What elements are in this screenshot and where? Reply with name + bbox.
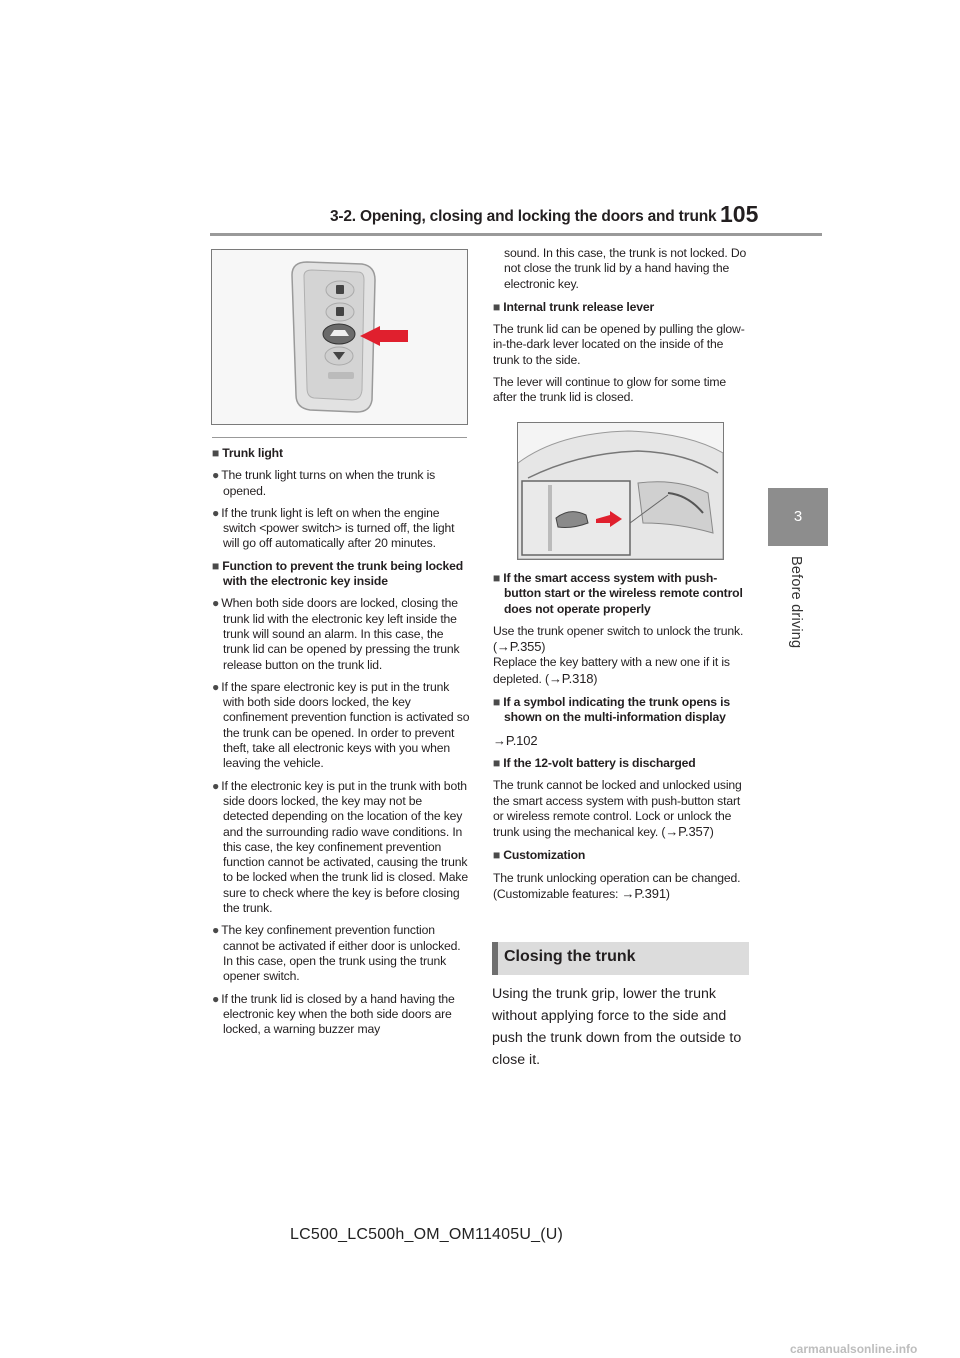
- page-reference-318: →P.318: [548, 670, 594, 686]
- square-bullet-icon: ■: [493, 755, 501, 770]
- square-bullet-icon: ■: [212, 558, 220, 573]
- bullet-text: When both side doors are locked, closing the trunk lid with the electronic key left inside the trunk will sound an alarm. In this case, the trunk lid can be opened by pressing the trunk release button on the trunk lid.: [221, 596, 460, 672]
- square-bullet-icon: ■: [493, 571, 501, 585]
- continuation-text: sound. In this case, the trunk is not locked. Do not close the trunk lid by a hand having the electronic key.: [504, 246, 747, 291]
- chapter-tab-number: 3: [793, 508, 803, 525]
- watermark: carmanualsonline.info: [790, 1342, 918, 1356]
- electronic-key-illustration: [212, 250, 467, 424]
- header-divider: [210, 233, 822, 236]
- bullet-text: If the spare electronic key is put in the trunk with both side doors locked, the key confinement prevention function is activated so the trunk can be opened. In order to prevent theft, take all electronic keys with you when leaving the vehicle.: [221, 679, 470, 771]
- paragraph: The trunk lid can be opened by pulling the glow-in-the-dark lever located on the inside of the trunk to the side.: [493, 322, 745, 367]
- bullet-text: The trunk light turns on when the trunk is opened.: [221, 468, 436, 498]
- battery-text: The trunk cannot be locked and unlocked using the smart access system with push-button start or wireless remote control. Lock or unlock the trunk using the mechanical key. (: [493, 778, 742, 840]
- internal-lever-heading: Internal trunk release lever: [503, 299, 655, 314]
- round-bullet-icon: ●: [212, 679, 220, 694]
- symbol-heading: If a symbol indicating the trunk opens is shown on the multi-information display: [503, 695, 731, 725]
- chapter-tab-label: Before driving: [788, 556, 804, 649]
- bullet-text: If the electronic key is put in the trunk with both side doors locked, the key may not be detected depending on the location of the key and the surrounding radio wave conditions. In this case, the key confinement prevention function cannot be activated, causing the trunk to be locked when the trunk lid is closed. Make sure to check where the key is before closing the trunk.: [221, 778, 468, 916]
- section-header-accent: [492, 942, 498, 975]
- column-divider: [212, 437, 467, 438]
- page-reference-357: →P.357: [665, 824, 710, 840]
- left-column: [212, 446, 470, 1044]
- page-reference-391: →P.391: [621, 886, 666, 902]
- confinement-heading: Function to prevent the trunk being locked with the electronic key inside: [222, 558, 464, 589]
- round-bullet-icon: ●: [212, 991, 220, 1006]
- closing-trunk-title: Closing the trunk: [504, 948, 636, 965]
- right-column-bottom: ■ If the smart access system with push-button start or the wireless remote control does not operate properly Use the trunk opener switch to unlock the trunk. (→P.355) Replace the key battery with a new one if it is depleted. (→P.318) ■ If a symbol indicating the trunk opens is shown on the multi-information display →P.102 ■ If the 12-volt battery is discharged The trunk cannot be locked and unlocked using the smart access system with push-button start or wireless remote control. Lock or unlock the trunk using the mechanical key. (→P.357) ■ Customization The trunk unlocking operation can be changed. (Customizable features: →P.391): [493, 571, 751, 909]
- round-bullet-icon: ●: [212, 505, 220, 520]
- smart-access-heading: If the smart access system with push-button start or the wireless remote control does not operate properly: [503, 571, 743, 616]
- page-reference-355: →P.355: [496, 639, 542, 655]
- round-bullet-icon: ●: [212, 778, 220, 793]
- smart-access-text-a: Use the trunk opener switch to unlock the trunk. (: [493, 623, 744, 655]
- square-bullet-icon: ■: [493, 695, 501, 710]
- trunk-lever-figure: [517, 422, 724, 560]
- battery-heading: If the 12-volt battery is discharged: [503, 755, 696, 770]
- right-column-top: [493, 246, 751, 413]
- manual-code: LC500_LC500h_OM_OM11405U_(U): [290, 1226, 564, 1243]
- trunk-lever-illustration: [518, 423, 723, 559]
- customization-heading: Customization: [503, 848, 586, 863]
- round-bullet-icon: ●: [212, 468, 220, 483]
- square-bullet-icon: ■: [493, 848, 501, 863]
- page-number: 105: [720, 201, 759, 227]
- trunk-light-heading: Trunk light: [222, 446, 283, 460]
- square-bullet-icon: ■: [493, 299, 501, 314]
- smart-access-text-b: Replace the key battery with a new one if it is depleted. (: [493, 655, 730, 686]
- square-bullet-icon: ■: [212, 446, 220, 460]
- closing-trunk-body: Using the trunk grip, lower the trunk without applying force to the side and push the trunk down from the outside to close it.: [492, 986, 742, 1068]
- bullet-text: The key confinement prevention function cannot be activated if either door is unlocked. In this case, open the trunk using the trunk opener switch.: [221, 923, 461, 984]
- bullet-text: If the trunk light is left on when the engine switch <power switch> is turned off, the light will go off automatically after 20 minutes.: [221, 505, 455, 551]
- section-title: 3-2. Opening, closing and locking the doors and trunk: [330, 208, 717, 225]
- bullet-text: If the trunk lid is closed by a hand having the electronic key when the both side doors are locked, a warning buzzer may: [221, 991, 455, 1037]
- paragraph: The lever will continue to glow for some time after the trunk lid is closed.: [493, 375, 727, 405]
- electronic-key-figure: [211, 249, 468, 425]
- round-bullet-icon: ●: [212, 596, 220, 611]
- customization-text: The trunk unlocking operation can be changed. (Customizable features:: [493, 870, 741, 902]
- round-bullet-icon: ●: [212, 923, 220, 938]
- page-reference-102: →P.102: [493, 732, 538, 748]
